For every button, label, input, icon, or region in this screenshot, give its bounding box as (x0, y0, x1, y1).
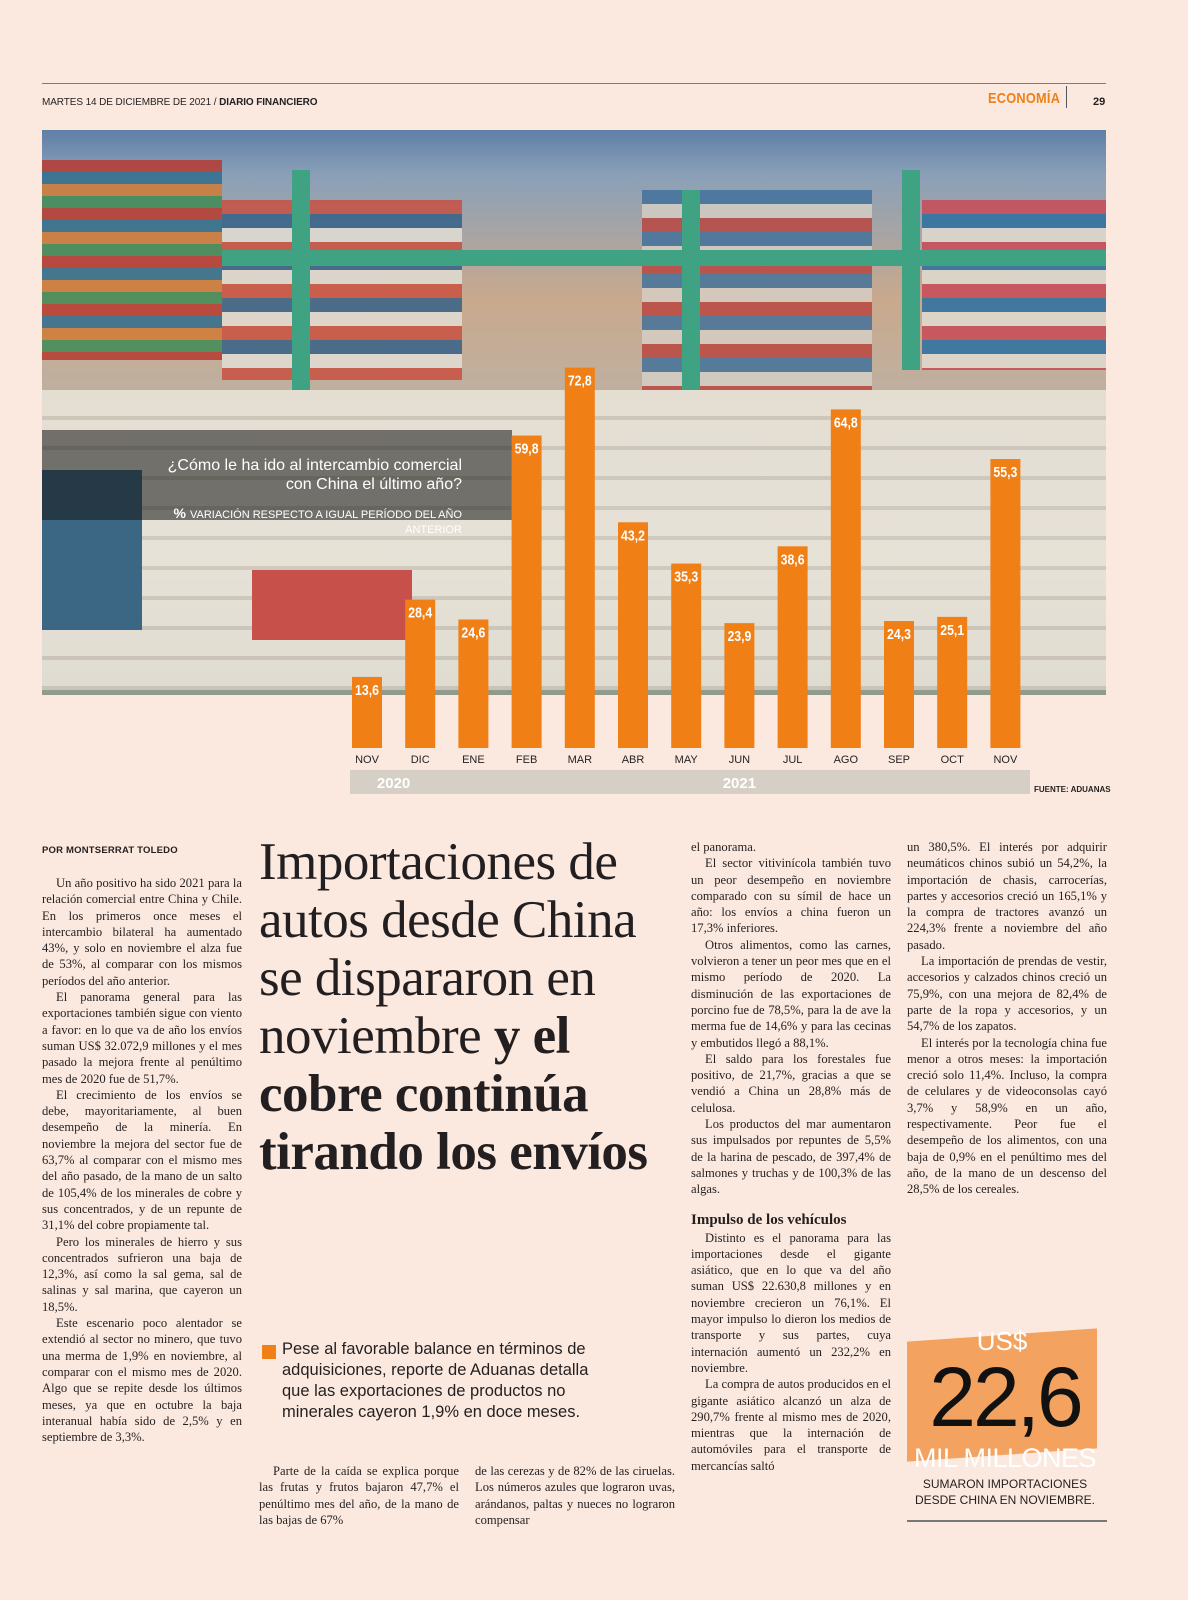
bar-value-label: 35,3 (674, 568, 699, 585)
highlight-rule (907, 1520, 1107, 1522)
x-tick-label: OCT (940, 754, 964, 766)
bar-value-label: 43,2 (621, 527, 645, 544)
bar-value-label: 72,8 (567, 372, 592, 389)
x-tick-label: FEB (515, 754, 538, 766)
paragraph: un 380,5%. El interés por adquirir neumáticos chinos subió un 54,2%, la importación de chasis, carrocerías, partes y accesorios creció un 165,1% y la compra de tractores avanzó un 224,3% frente a noviembre del año pasado. (907, 840, 1107, 952)
paragraph: La importación de prendas de vestir, accesorios y calzados chinos creció un 75,9%, con una mejora de 82,4% de parte de la ropa y accesorios, y un 54,7% de los zapatos. (907, 954, 1107, 1034)
bar-value-label: 59,8 (514, 440, 539, 457)
bar-value-label: 55,3 (993, 463, 1018, 481)
page-number: 29 (1093, 96, 1106, 108)
bar-value-label: 13,6 (355, 681, 379, 699)
paragraph: El panorama general para las exportaciones también sigue con viento a favor: en lo que va de año los envíos suman US$ 32.072,9 millones y el mes pasado la mejora frente al penúltimo mes de 2020 fue de 51,7%. (42, 990, 242, 1086)
percent-symbol: % (173, 505, 186, 521)
lead-bullet (262, 1345, 276, 1359)
x-tick-label: ENE (462, 754, 485, 766)
x-tick-label: NOV (993, 754, 1018, 766)
column-1 (42, 875, 242, 1445)
paragraph: El interés por la tecnología china fue menor a otros meses: la importación creció solo 11,4%. Incluso, la compra de celulares y de videoconsolas cayó 3,7% y 58,9% en un año, respectivamente. Peor fue el desempeño de los alimentos, con una baja de 0,9% en el penúltimo mes del año, de la mano de un descenso del 28,5% de los cereales. (907, 1035, 1107, 1197)
byline: POR MONTSERRAT TOLEDO (42, 845, 178, 856)
column-3 (691, 839, 891, 1474)
x-tick-label: DIC (410, 754, 430, 766)
paragraph: El sector vitivinícola también tuvo un peor desempeño en noviembre comparado con su símil de hace un año: los envíos a china fueron un 17,3% inferiores. (691, 856, 891, 936)
column-4 (907, 839, 1107, 1198)
x-tick-label: MAR (567, 754, 593, 766)
paragraph: El saldo para los forestales fue positivo, de 21,7%, gracias a que se vendió a China un 28,8% más de celulosa. (691, 1051, 891, 1115)
chart-bar (671, 564, 701, 748)
x-tick-label: JUL (782, 754, 803, 766)
bar-value-label: 25,1 (940, 621, 965, 639)
issue-date: MARTES 14 DE DICIEMBRE DE 2021 (42, 97, 212, 108)
paragraph: Distinto es el panorama para las importaciones desde el gigante asiático, que en lo que va del año suman US$ 22.630,8 millones y en noviembre crecieron un 76,1%. El mayor impulso lo dieron los medios de transporte y sus partes, cuya internación aumentó un 232,2% en noviembre. (691, 1230, 891, 1375)
chart-bar (618, 522, 648, 748)
bar-value-label: 24,6 (461, 624, 486, 641)
x-tick-label: NOV (355, 754, 379, 766)
bar-value-label: 24,3 (887, 625, 911, 643)
section-name: ECONOMÍA (988, 90, 1061, 107)
headline-light: Importaciones de autos desde China se dispararon en noviembre (259, 833, 637, 1065)
chart-bar (831, 409, 861, 748)
x-tick-label: SEP (887, 754, 911, 766)
chart-source: FUENTE: ADUANAS (1034, 785, 1111, 794)
x-tick-label: MAY (674, 754, 698, 766)
highlight-number: 22,6 (929, 1350, 1081, 1444)
subheading: Impulso de los vehículos (691, 1211, 847, 1228)
header-separator: / (211, 97, 220, 108)
paragraph: de las cerezas y de 82% de las ciruelas. Los números azules que lograron uvas, arándanos, paltas y nueces no lograron compensar (475, 1464, 675, 1527)
bar-value-label: 64,8 (833, 414, 858, 431)
bar-value-label: 28,4 (408, 604, 433, 621)
publication-name: DIARIO FINANCIERO (219, 97, 318, 108)
paragraph: Los productos del mar aumentaron sus impulsados por repuntes de 5,5% de la harina de pescado, de 397,4% de salmones y truchas y de 100,3% de las algas. (691, 1117, 891, 1197)
lead-paragraph: Pese al favorable balance en términos de adquisiciones, reporte de Aduanas detalla que las exportaciones de productos no minerales cayeron 1,9% en doce meses. (282, 1340, 589, 1421)
chart-bar (405, 600, 435, 748)
column-2b (475, 1463, 675, 1528)
paragraph: Pero los minerales de hierro y sus concentrados sufrieron una baja de 12,3%, así como la sal gema, sal de salinas y sal marina, que cayeron un 18,5%. (42, 1234, 242, 1314)
paragraph: Otros alimentos, como las carnes, volvieron a tener un peor mes que en el mismo período de 2020. La disminución de las exportaciones de porcino fue de 78,5%, para la de ave la merma fue de 14,6% y para las cecinas y embutidos llegó a 88,1%. (691, 937, 891, 1050)
year-band (350, 770, 1030, 794)
headline (259, 833, 659, 1181)
paragraph: La compra de autos producidos en el gigante asiático alcanzó un alza de 290,7% frente al mismo mes de 2020, mientras que la internación de automóviles para el transporte de mercancías saltó (691, 1377, 891, 1473)
paragraph: el panorama. (691, 840, 757, 854)
chart-bar (565, 368, 595, 748)
chart-title: ¿Cómo le ha ido al intercambio comercial con China el último año? (167, 457, 462, 493)
paragraph: Parte de la caída se explica porque las frutas y frutos bajaron 47,7% el penúltimo mes del año, de la mano de las bajas de 67% (259, 1464, 459, 1527)
bar-value-label: 23,9 (727, 627, 752, 645)
paragraph: Este escenario poco alentador se extendió al sector no minero, que tuvo una merma de 1,9% en noviembre, al comparar con el mismo mes de 2020. Algo que se repite desde los últimos meses, ya que en octubre la baja interanual había sido de 2,5% y en septiembre de 3,3%. (42, 1316, 242, 1445)
bar-value-label: 38,6 (780, 551, 805, 568)
highlight-currency: US$ (976, 1326, 1028, 1356)
highlight-caption: SUMARON IMPORTACIONES DESDE CHINA EN NOVIEMBRE. (914, 1477, 1096, 1507)
paragraph: Un año positivo ha sido 2021 para la relación comercial entre China y Chile. En los primeros once meses el intercambio bilateral ha aumentado 43%, y solo en noviembre el alza fue de 53%, al comparar con los mismos períodos del año anterior. (42, 876, 242, 988)
paragraph: El crecimiento de los envíos se debe, mayoritariamente, al buen desempeño de la minería. En noviembre la mejora del sector fue de 63,7% al comparar con el mismo mes del año pasado, de la mano de un salto de 105,4% de los minerales de cobre y sus concentrados, y de un repunte de 31,1% del cobre propiamente tal. (42, 1087, 242, 1233)
chart-subtitle-text: VARIACIÓN RESPECTO A IGUAL PERÍODO DEL AÑO ANTERIOR (189, 509, 462, 536)
chart-bar (512, 436, 542, 748)
x-tick-label: AGO (833, 754, 859, 766)
year-label: 2020 (376, 775, 411, 792)
chart-bar (778, 546, 808, 748)
chart-bar (990, 459, 1020, 748)
headline-bold: y el cobre continúa tirando los envíos (259, 1007, 648, 1181)
highlight-unit: MIL MILLONES (913, 1443, 1097, 1473)
x-tick-label: ABR (621, 754, 645, 766)
year-label: 2021 (722, 775, 757, 792)
x-tick-label: JUN (728, 754, 751, 766)
column-2a (259, 1463, 459, 1528)
